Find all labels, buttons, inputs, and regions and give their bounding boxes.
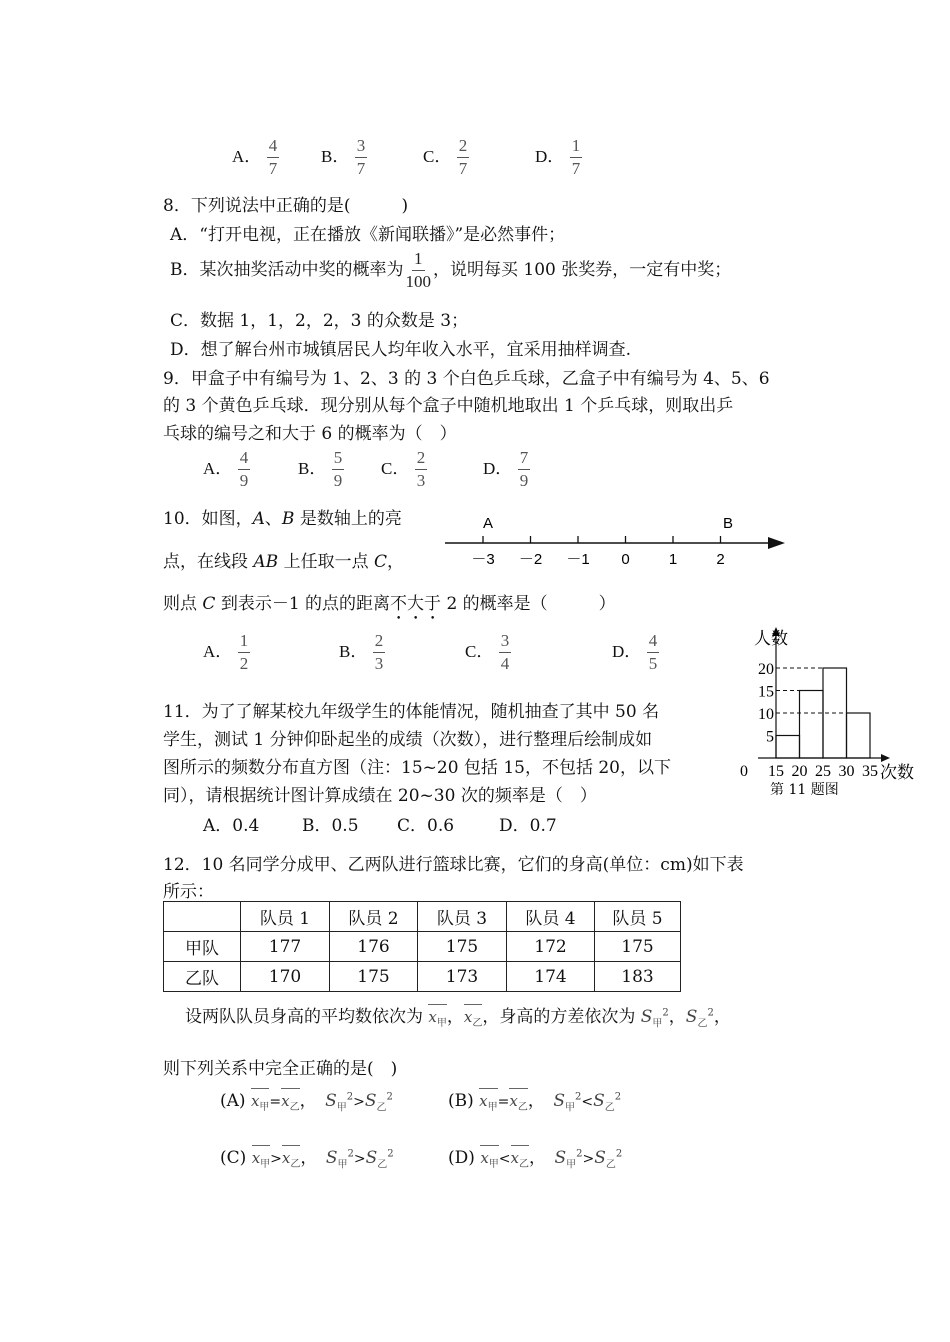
x-axis-label: 次数 [880,763,914,783]
q9-line-1: 9．甲盒子中有编号为 1、2、3 的 3 个白色乒乓球，乙盒子中有编号为 4、5、6 [163,369,770,389]
s-symbol: S [640,1007,653,1027]
choice-label: (A) [220,1091,246,1111]
s-symbol: S [364,1091,377,1111]
table-header-cell [164,902,241,932]
q8-stem: 8．下列说法中正确的是( ) [163,196,409,216]
subscript: 乙 [517,1102,528,1113]
table-cell: 176 [330,932,418,962]
subscript: 甲 [260,1159,271,1170]
histogram-bar [776,736,800,759]
choice-label: (D) [448,1148,475,1168]
mean-relation: < [498,1151,511,1167]
q10-sep: 、 [264,509,282,529]
q7-option-d [535,137,582,178]
variance-jia-symbol [640,1007,669,1030]
x-symbol: x [250,1092,260,1110]
mean-yi-symbol [509,1088,527,1113]
s-symbol: S [685,1007,698,1027]
s-symbol: S [594,1148,606,1168]
superscript: 2 [614,1091,622,1103]
q11-option-d: D．0.7 [499,816,557,836]
fraction [238,632,251,673]
variance-yi-symbol [365,1148,394,1171]
x-symbol: x [281,1092,290,1110]
q11-line-1: 11．为了了解某校九年级学生的体能情况，随机抽查了其中 50 名 [163,702,660,722]
arrow-right-icon [881,754,890,762]
fraction [415,449,428,490]
q9-line-2: 的 3 个黄色乒乓球．现分别从每个盒子中随机地取出 1 个乒乓球，则取出乒 [163,396,734,416]
mean-jia-symbol [252,1145,270,1170]
y-tick-label: 20 [758,661,774,678]
emphasis-text: 不大于 [390,594,442,614]
q9-option-c [381,449,427,490]
denominator: 2 [239,653,249,673]
q10-option-c [465,632,511,673]
table-header-cell: 队员 1 [241,902,330,932]
q9-option-d [483,449,530,490]
numerator: 2 [415,449,428,470]
option-label: A． [203,458,233,478]
variance-relation: > [353,1151,366,1167]
q8-option-a: A．“打开电视，正在播放《新闻联播》”是必然事件； [170,225,566,245]
superscript: 2 [386,1091,393,1103]
subscript: 乙 [472,1018,483,1029]
subscript: 乙 [289,1102,300,1113]
mean-yi-symbol [282,1145,300,1170]
subscript: 乙 [604,1102,615,1114]
q10-text: 是数轴上的亮 [294,509,402,529]
option-label: C． [423,146,452,166]
var-b: B [281,509,295,529]
table-row-header: 甲队 [164,932,241,962]
q8-option-b-text: B．某次抽奖活动中奖的概率为 [170,259,404,280]
table-cell: 175 [595,932,681,962]
q12-choice [220,1143,394,1170]
q10-text: 10．如图， [163,509,253,529]
mean-jia-symbol [479,1088,497,1113]
comma: ， [300,1148,309,1168]
histogram-bar [847,713,871,758]
denominator: 9 [519,470,529,490]
y-tick-label: 5 [766,728,774,746]
q10-text: 点，在线段 [163,552,254,572]
superscript: 2 [615,1148,623,1160]
q12-text: 设两队队员身高的平均数依次为 [185,1007,423,1027]
q12-question: 则下列关系中完全正确的是( ) [163,1059,398,1079]
denominator: 100 [405,271,431,291]
x-tick-label: 20 [791,763,808,780]
number-line-ticks [471,536,724,568]
x-symbol: x [479,1092,488,1110]
subscript: 甲 [336,1102,347,1114]
y-axis-label: 人数 [754,629,788,649]
table-header-cell: 队员 4 [507,902,595,932]
subscript: 甲 [337,1159,348,1171]
numerator: 1 [238,632,251,653]
option-label: C． [465,641,494,661]
number-line-tick-label: 2 [716,551,725,568]
number-line-tick-label: －2 [518,551,543,568]
q7-option-a [232,137,279,178]
x-symbol: x [480,1149,489,1167]
subscript: 甲 [488,1159,499,1170]
number-line-tick-label: 0 [621,551,630,568]
fraction [518,449,531,490]
subscript: 乙 [377,1159,388,1171]
s-symbol: S [553,1091,565,1111]
fraction [238,449,251,490]
numerator: 3 [499,632,512,653]
number-line-tick-label: －1 [566,551,590,568]
histogram-chart [718,622,933,802]
variance-jia-symbol [553,1091,582,1114]
denominator: 9 [333,470,343,490]
x-symbol: x [428,1008,437,1026]
mean-jia-symbol [480,1145,498,1170]
q11-line-3: 图所示的频数分布直方图（注：15~20 包括 15，不包括 20，以下 [163,758,671,778]
option-label: A． [203,641,233,661]
variance-jia-symbol [325,1091,354,1114]
q12-choice [448,1086,621,1113]
mean-yi-symbol [281,1088,299,1113]
q12-choice [220,1086,393,1113]
x-tick-label: 0 [740,763,748,780]
x-tick-label: 25 [815,763,831,780]
table-cell: 173 [418,962,507,992]
denominator: 7 [268,158,278,178]
fraction [647,632,660,673]
x-symbol: x [510,1149,519,1167]
numerator: 4 [647,632,660,653]
numerator: 1 [570,137,583,158]
q12-choice [448,1143,622,1170]
q9-line-3: 乓球的编号之和大于 6 的概率为（ ） [163,424,457,444]
mean-jia-symbol [428,1004,446,1029]
denominator: 4 [500,653,510,673]
variance-yi-symbol [364,1091,393,1114]
var-c: C [374,552,388,572]
x-tick-label: 15 [768,763,784,780]
var-a: A [252,509,265,529]
x-symbol: x [509,1092,518,1110]
denominator: 5 [648,653,658,673]
subscript: 乙 [376,1102,387,1114]
s-symbol: S [554,1148,567,1168]
q12-text: ， [713,1007,731,1027]
option-label: D． [483,458,513,478]
mean-jia-symbol [251,1088,269,1113]
q10-line-2 [163,547,404,572]
variance-jia-symbol [554,1148,583,1171]
s-symbol: S [365,1148,378,1168]
option-label: B． [339,641,368,661]
comma: ， [528,1148,538,1168]
s-symbol: S [325,1091,337,1111]
q10-text: ， [387,552,405,572]
denominator: 3 [416,470,426,490]
histogram-bar [800,691,824,759]
q12-line-2: 所示： [163,882,214,902]
subscript: 乙 [697,1018,708,1030]
y-tick-label: 15 [758,683,774,701]
variance-relation: > [582,1151,595,1167]
subscript: 甲 [652,1018,663,1030]
subscript: 甲 [259,1102,270,1113]
denominator: 7 [571,158,581,178]
denominator: 3 [374,653,384,673]
q9-option-a [203,449,250,490]
option-label: B． [321,146,350,166]
point-b-label: B [723,515,734,532]
subscript: 乙 [518,1159,529,1170]
q9-option-b [298,449,344,490]
table-header-row [164,902,681,932]
q7-option-b [321,137,367,178]
choice-label: (B) [448,1091,474,1111]
q10-text: 上任取一点 [278,552,374,572]
q8-option-d: D．想了解台州市城镇居民人均年收入水平，宜采用抽样调查. [170,340,632,360]
q11-line-4: 同），请根据统计图计算成绩在 20~30 次的频率是（ ） [163,786,597,806]
number-line-tick-label: －3 [471,551,495,568]
table-header-cell: 队员 2 [330,902,418,932]
fraction [457,137,470,178]
option-label: A． [232,146,262,166]
superscript: 2 [662,1007,669,1019]
variance-jia-symbol [325,1148,354,1171]
option-label: D． [612,641,642,661]
q8-option-b [170,250,731,291]
numerator: 2 [457,137,470,158]
mean-yi-symbol [464,1004,482,1029]
option-label: B． [298,458,327,478]
q8-option-c: C．数据 1，1，2，2，3 的众数是 3； [170,311,469,331]
fraction [267,137,280,178]
table-header-cell: 队员 5 [595,902,681,932]
superscript: 2 [707,1007,714,1019]
superscript: 2 [387,1148,394,1160]
numerator: 7 [518,449,531,470]
s-symbol: S [593,1091,605,1111]
fraction [570,137,583,178]
fraction [404,250,434,291]
subscript: 乙 [290,1159,301,1170]
q10-text: 到表示－1 的点的距离 [215,594,391,614]
q12-text: ，身高的方差依次为 [482,1007,636,1027]
q12-line-1: 12．10 名同学分成甲、乙两队进行篮球比赛，它们的身高(单位：cm)如下表 [163,855,744,875]
comma: ， [299,1091,309,1111]
mean-relation: = [497,1094,510,1110]
fraction [332,449,345,490]
x-tick-label: 30 [838,763,855,780]
variance-relation: > [353,1094,365,1110]
var-c: C [202,594,216,614]
mean-relation: = [269,1094,282,1110]
q8-option-b-text-after: ，说明每买 100 张奖券，一定有中奖； [433,259,732,280]
subscript: 甲 [565,1102,575,1114]
superscript: 2 [347,1148,354,1160]
superscript: 2 [575,1091,582,1103]
table-header-cell: 队员 3 [418,902,507,932]
denominator: 9 [239,470,249,490]
q11-option-b: B．0.5 [302,816,359,836]
y-tick-label: 10 [758,706,774,723]
superscript: 2 [346,1091,354,1103]
x-symbol: x [281,1149,291,1167]
q11-option-a: A．0.4 [203,816,260,836]
q10-line-1 [163,504,402,529]
option-label: D． [535,146,565,166]
histogram-plot [740,627,890,780]
q12-followup [185,1002,731,1029]
q7-option-c [423,137,469,178]
q10-line-3 [163,589,616,624]
superscript: 2 [576,1148,583,1160]
fraction [355,137,368,178]
table-cell: 174 [507,962,595,992]
table-row [164,932,681,962]
denominator: 7 [356,158,366,178]
numerator: 2 [373,632,386,653]
mean-yi-symbol [511,1145,529,1170]
x-symbol: x [251,1149,261,1167]
variance-yi-symbol [685,1007,714,1030]
fraction [373,632,386,673]
table-cell: 175 [418,932,507,962]
table-row-header: 乙队 [164,962,241,992]
variance-yi-symbol [594,1148,623,1171]
comma: ， [446,1007,464,1027]
numerator: 5 [332,449,345,470]
var-ab: AB [253,552,279,572]
q11-option-c: C．0.6 [397,816,455,836]
chart-caption: 第 11 题图 [770,782,839,798]
heights-table [163,901,681,992]
number-line-tick-label: 1 [668,551,678,568]
subscript: 甲 [487,1102,498,1113]
variance-relation: < [581,1094,594,1110]
x-tick-label: 35 [862,763,878,780]
q10-text: 则点 [163,594,203,614]
number-line-figure [440,510,795,575]
subscript: 甲 [566,1159,577,1171]
q10-option-a [203,632,250,673]
table-cell: 177 [241,932,330,962]
subscript: 乙 [605,1159,616,1171]
q11-line-2: 学生，测试 1 分钟仰卧起坐的成绩（次数），进行整理后绘制成如 [163,730,653,750]
table-row [164,962,681,992]
choice-label: (C) [220,1148,247,1168]
numerator: 4 [238,449,251,470]
subscript: 甲 [436,1018,447,1029]
mean-relation: > [270,1151,282,1167]
denominator: 7 [458,158,468,178]
numerator: 4 [267,137,280,158]
q10-text: 2 的概率是（ ） [441,594,616,614]
point-a-label: A [483,515,494,532]
table-cell: 172 [507,932,595,962]
variance-yi-symbol [593,1091,622,1114]
table-cell: 183 [595,962,681,992]
arrow-right-icon [768,537,785,549]
numerator: 3 [355,137,368,158]
comma: ， [668,1007,686,1027]
s-symbol: S [325,1148,338,1168]
fraction [499,632,512,673]
numerator: 1 [412,250,425,271]
table-cell: 175 [330,962,418,992]
q10-option-b [339,632,385,673]
option-label: C． [381,458,410,478]
comma: ， [527,1091,537,1111]
q10-option-d [612,632,659,673]
x-symbol: x [463,1008,473,1026]
table-cell: 170 [241,962,330,992]
